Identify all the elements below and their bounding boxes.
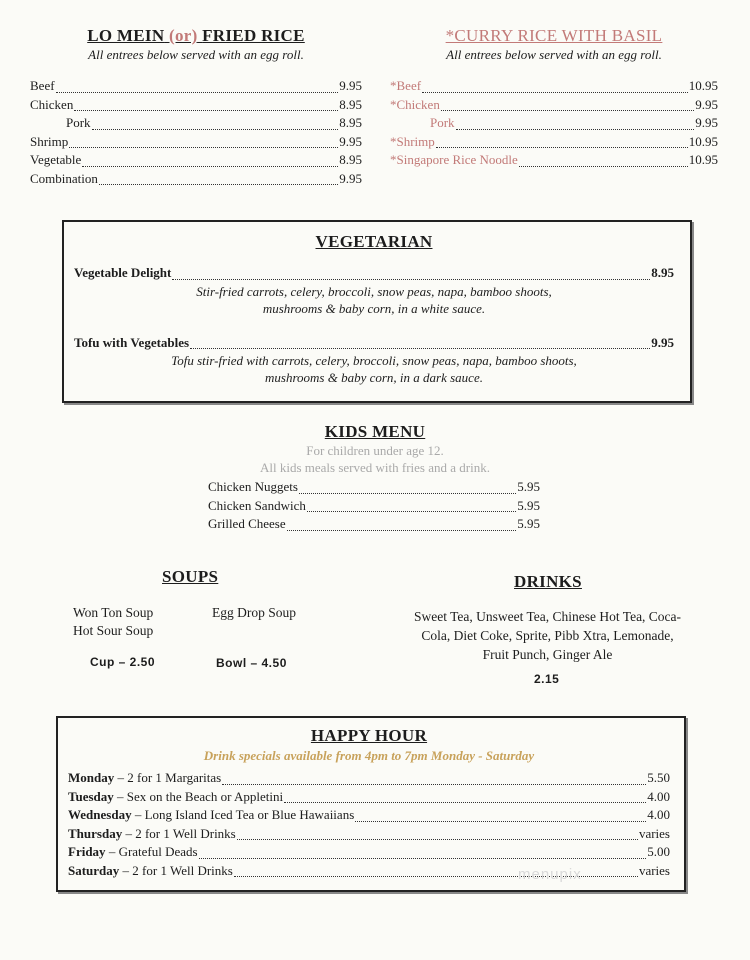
- lo-mein-section: [30, 26, 362, 188]
- item-price: 5.95: [517, 516, 540, 531]
- menu-item: [30, 133, 362, 152]
- item-price: 9.95: [339, 78, 362, 93]
- item-name: Pork: [430, 115, 455, 130]
- menu-item: [390, 96, 718, 115]
- menu-item: [390, 151, 718, 170]
- item-description: Stir-fried carrots, celery, broccoli, snow peas, napa, bamboo shoots,: [196, 283, 552, 299]
- item-name: *Beef: [390, 78, 422, 93]
- happy-hour-item: [68, 788, 670, 807]
- item-name: Shrimp: [30, 133, 69, 149]
- menu-item: [390, 114, 718, 133]
- menu-item: [30, 151, 362, 170]
- menu-item: [390, 133, 718, 152]
- drinks-title: DRINKS: [514, 572, 582, 591]
- item-name: Grilled Cheese: [208, 516, 286, 531]
- menu-item: [208, 497, 540, 516]
- lo-mein-title-part2: FRIED RICE: [202, 26, 305, 45]
- separator: –: [114, 770, 128, 785]
- menu-item: [390, 77, 718, 96]
- item-name: Vegetable Delight: [74, 265, 172, 280]
- item-name: Pork: [66, 115, 91, 130]
- happy-hour-box: [56, 716, 686, 892]
- happy-hour-subtitle: Drink specials available from 4pm to 7pm Monday - Saturday: [203, 748, 535, 763]
- item-price: 8.95: [339, 152, 362, 167]
- lo-mein-subtitle: All entrees below served with an egg roll.: [88, 47, 304, 62]
- item-price: 9.95: [695, 96, 718, 112]
- item-price: 9.95: [339, 170, 362, 186]
- drinks-line: Cola, Diet Coke, Sprite, Pibb Xtra, Lemonade,: [421, 628, 674, 643]
- item-price: 8.95: [339, 96, 362, 112]
- separator: –: [105, 844, 119, 859]
- kids-list: [200, 478, 540, 534]
- item-price: 5.50: [647, 770, 670, 785]
- item-name: Chicken Sandwich: [208, 497, 306, 513]
- happy-hour-title: HAPPY HOUR: [310, 726, 428, 745]
- item-name: Sex on the Beach or Appletini: [126, 788, 284, 804]
- item-price: 10.95: [688, 78, 718, 93]
- happy-hour-item: [68, 825, 670, 844]
- item-name: 2 for 1 Well Drinks: [132, 862, 233, 878]
- soup-bowl-price: Bowl – 4.50: [216, 656, 287, 670]
- item-name: Chicken: [30, 96, 74, 112]
- menu-item: [30, 77, 362, 96]
- curry-section: [390, 26, 718, 170]
- day-label: Wednesday: [68, 807, 132, 822]
- item-name: Chicken Nuggets: [208, 479, 298, 494]
- kids-title: KIDS MENU: [324, 422, 426, 441]
- soup-cup-price: Cup – 2.50: [90, 655, 156, 669]
- menu-item: [30, 96, 362, 115]
- kids-note: For children under age 12.: [306, 443, 444, 458]
- item-description: mushrooms & baby corn, in a dark sauce.: [265, 370, 483, 385]
- day-label: Thursday: [68, 825, 123, 841]
- item-price: 4.00: [647, 788, 670, 804]
- kids-section: [200, 422, 550, 534]
- lo-mein-title-part1: LO MEIN: [87, 26, 165, 45]
- separator: –: [131, 807, 145, 822]
- item-name: Tofu with Vegetables: [74, 334, 190, 350]
- item-price: 5.00: [647, 844, 670, 859]
- soup-item: Won Ton Soup: [73, 605, 154, 620]
- vegetarian-title: VEGETARIAN: [315, 232, 433, 251]
- item-price: 9.95: [651, 334, 674, 350]
- item-name: 2 for 1 Margaritas: [127, 770, 222, 785]
- curry-list: [390, 77, 718, 170]
- drinks-list: [385, 607, 710, 664]
- item-price: varies: [638, 825, 670, 841]
- item-description: Tofu stir-fried with carrots, celery, broccoli, snow peas, napa, bamboo shoots,: [171, 353, 577, 368]
- menu-item: [30, 170, 362, 189]
- separator: –: [119, 862, 133, 878]
- curry-subtitle: All entrees below served with an egg roll.: [446, 47, 662, 62]
- menu-item: [30, 114, 362, 133]
- item-name: *Singapore Rice Noodle: [390, 152, 518, 167]
- drinks-line: Sweet Tea, Unsweet Tea, Chinese Hot Tea, Coca-: [413, 609, 682, 624]
- item-name: 2 for 1 Well Drinks: [135, 825, 236, 841]
- item-price: 10.95: [688, 152, 718, 167]
- item-price: 10.95: [688, 133, 718, 149]
- happy-hour-list: [68, 769, 670, 880]
- lo-mein-title-or: (or): [168, 26, 198, 45]
- vegetarian-box: [62, 220, 692, 403]
- kids-note: All kids meals served with fries and a drink.: [260, 460, 490, 475]
- item-name: Vegetable: [30, 152, 82, 167]
- item-price: 9.95: [339, 133, 362, 149]
- watermark-logo: menupix: [518, 866, 582, 883]
- day-label: Monday: [68, 770, 115, 785]
- happy-hour-item: [68, 769, 670, 788]
- item-price: 5.95: [517, 497, 540, 513]
- day-label: Friday: [68, 844, 106, 859]
- item-price: varies: [638, 862, 670, 878]
- item-price: 8.95: [339, 115, 362, 130]
- item-name: Grateful Deads: [118, 844, 198, 859]
- separator: –: [113, 788, 127, 804]
- drinks-price: 2.15: [534, 672, 560, 686]
- lo-mein-title: [30, 26, 362, 46]
- item-name: *Chicken: [390, 96, 440, 112]
- item-price: 4.00: [647, 807, 670, 822]
- day-label: Tuesday: [68, 788, 114, 804]
- menu-item: [208, 515, 540, 534]
- item-name: *Shrimp: [390, 133, 435, 149]
- menu-item: [208, 478, 540, 497]
- item-name: Long Island Iced Tea or Blue Hawaiians: [144, 807, 355, 822]
- item-price: 8.95: [651, 265, 674, 280]
- soup-item: Hot Sour Soup: [73, 623, 154, 638]
- item-price: 5.95: [517, 479, 540, 494]
- soup-item: Egg Drop Soup: [212, 605, 296, 620]
- day-label: Saturday: [68, 862, 120, 878]
- soups-list-left: [73, 604, 153, 640]
- drinks-line: Fruit Punch, Ginger Ale: [482, 647, 613, 662]
- item-price: 9.95: [695, 115, 718, 130]
- item-description: mushrooms & baby corn, in a white sauce.: [262, 300, 486, 316]
- vegetarian-item: [74, 334, 674, 387]
- happy-hour-item: [68, 806, 670, 825]
- vegetarian-item: [74, 264, 674, 317]
- lo-mein-list: [30, 77, 362, 188]
- soups-title: SOUPS: [162, 567, 219, 586]
- item-name: Combination: [30, 170, 98, 186]
- curry-title: *CURRY RICE WITH BASIL: [445, 26, 663, 45]
- item-name: Beef: [30, 78, 55, 93]
- separator: –: [122, 825, 136, 841]
- happy-hour-item: [68, 843, 670, 862]
